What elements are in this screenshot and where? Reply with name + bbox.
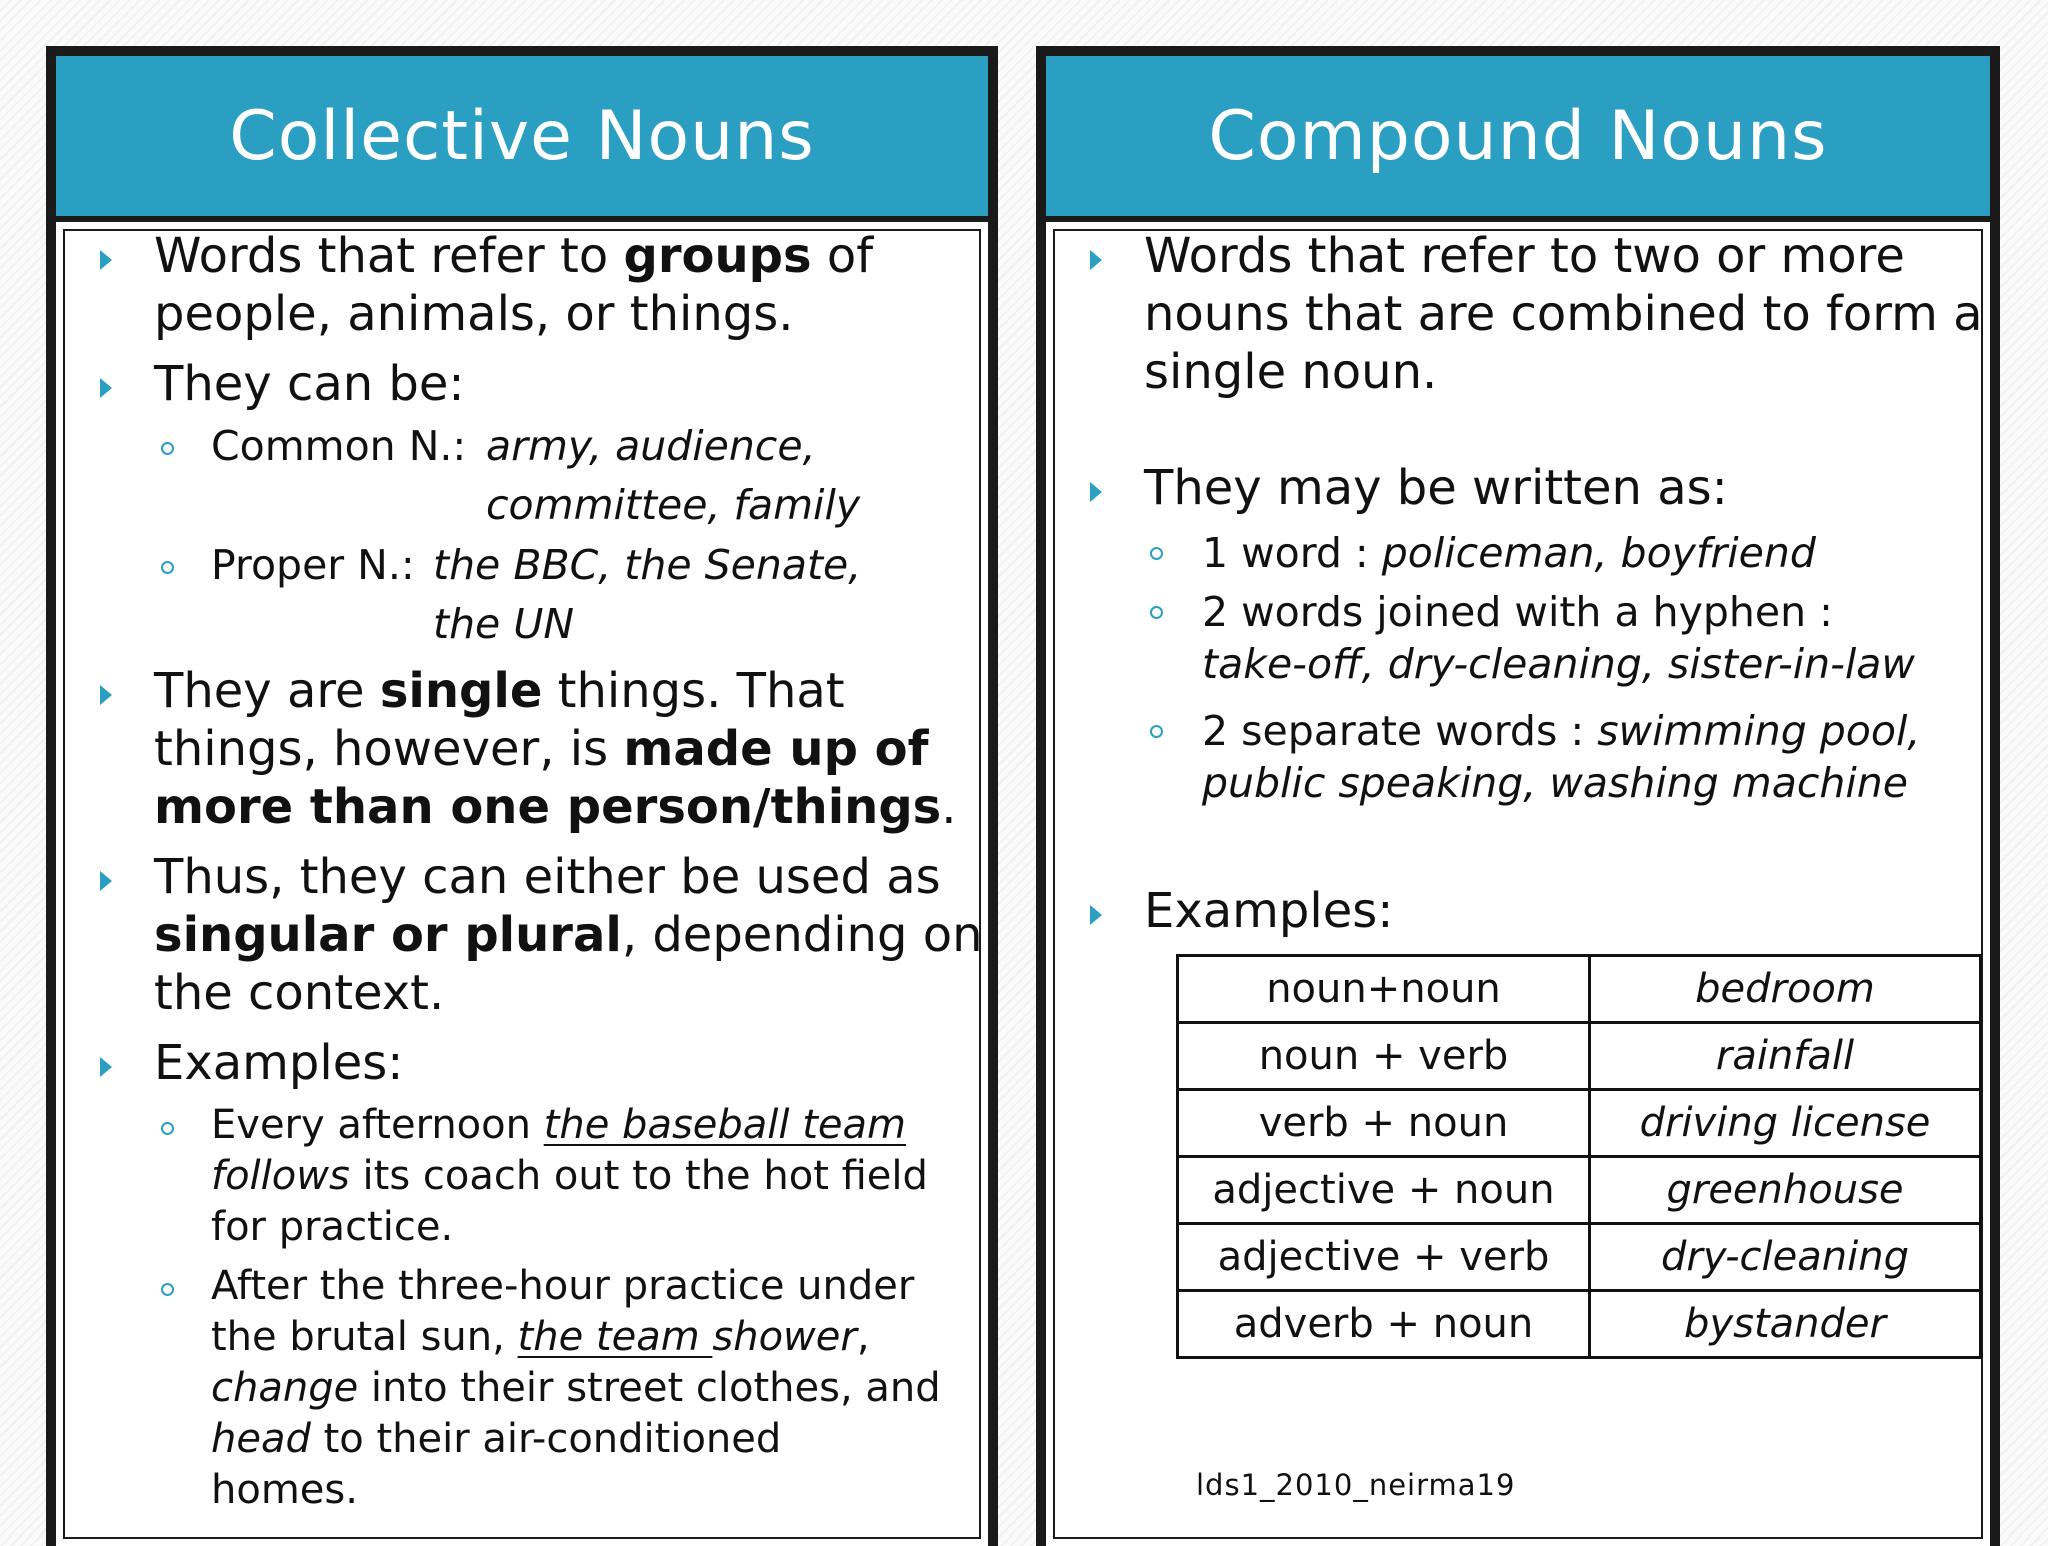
bullet-text: Words that refer to two or more [1144, 228, 1905, 284]
pattern-cell: adjective + noun [1178, 1157, 1590, 1224]
sentence-text: After the three-hour practice under [211, 1263, 915, 1309]
sentence-text: its coach out to the hot field [349, 1153, 928, 1199]
sentence-text: for practice. [211, 1204, 454, 1250]
example-cell: driving license [1590, 1090, 1981, 1157]
example-italic: committee, family [486, 481, 861, 529]
pattern-cell: noun+noun [1178, 956, 1590, 1023]
one-word-item [1202, 527, 1816, 579]
example-cell: greenhouse [1590, 1157, 1981, 1224]
definition-bold: groups [623, 228, 812, 284]
common-noun-examples [486, 420, 816, 472]
definition-bullet [154, 227, 873, 343]
sentence-verb: follows [211, 1153, 350, 1199]
sub-bullet-circle-icon [161, 561, 174, 574]
bullet-text: . [941, 779, 957, 835]
bullet-text: They are [154, 663, 380, 719]
author-credit: lds1_2010_neirma19 [1196, 1468, 1516, 1502]
sentence-text: to their air-conditioned [310, 1416, 782, 1462]
definition-text: people, animals, or things. [154, 286, 794, 342]
sentence-verb: shower [712, 1314, 857, 1360]
proper-noun-examples [433, 539, 861, 591]
bullet-text: , depending on [621, 907, 983, 963]
bullet-arrow-icon [100, 250, 112, 270]
hyphen-item [1202, 586, 1915, 690]
bullet-text: things, however, is [154, 721, 624, 777]
table-row [1178, 1224, 1981, 1291]
proper-noun-label: Proper N.: [211, 541, 415, 589]
bullet-arrow-icon [100, 685, 112, 705]
bullet-text: things. That [542, 663, 845, 719]
table-row [1178, 956, 1981, 1023]
bullet-text: single noun. [1144, 344, 1438, 400]
example-cell: dry-cleaning [1590, 1224, 1981, 1291]
bullet-text: Thus, they can either be used as [154, 849, 941, 905]
compound-examples-bullet: Examples: [1144, 883, 1394, 939]
collective-nouns-header [56, 56, 988, 216]
form-label: 2 words joined with a hyphen : [1202, 588, 1833, 636]
sub-bullet-circle-icon [1150, 606, 1163, 619]
example-sentence-1 [211, 1100, 928, 1253]
definition-text: of [811, 228, 874, 284]
bullet-arrow-icon [100, 378, 112, 398]
sentence-subject: the baseball team [543, 1102, 907, 1148]
example-italic: the UN [433, 600, 574, 648]
sentence-text: the brutal sun, [211, 1314, 518, 1360]
common-noun-label: Common N.: [211, 422, 467, 470]
bullet-arrow-icon [100, 1057, 112, 1077]
bullet-bold: single [379, 663, 543, 719]
bullet-arrow-icon [1090, 905, 1102, 925]
bullet-text: nouns that are combined to form a [1144, 286, 1983, 342]
sub-bullet-circle-icon [161, 442, 174, 455]
types-bullet: They can be: [154, 356, 465, 412]
example-italic: the BBC, the Senate, [433, 541, 862, 589]
collective-nouns-title: Collective Nouns [229, 96, 815, 176]
sentence-text: into their street clothes, and [358, 1365, 941, 1411]
sentence-verb: head [211, 1416, 311, 1462]
bullet-bold: made up of [623, 721, 929, 777]
compound-definition-bullet [1144, 227, 1983, 401]
form-examples: policeman, boyfriend [1381, 529, 1816, 577]
table-row [1178, 1157, 1981, 1224]
table-row [1178, 1291, 1981, 1358]
usage-bullet [154, 848, 983, 1022]
example-sentence-2 [211, 1261, 941, 1516]
sentence-text: Every afternoon [211, 1102, 544, 1148]
pattern-cell: verb + noun [1178, 1090, 1590, 1157]
bullet-arrow-icon [1090, 482, 1102, 502]
form-label: 1 word : [1202, 529, 1382, 577]
bullet-arrow-icon [100, 871, 112, 891]
sentence-verb: change [211, 1365, 359, 1411]
form-examples: swimming pool, [1597, 707, 1921, 755]
sub-bullet-circle-icon [1150, 547, 1163, 560]
sub-bullet-circle-icon [161, 1283, 174, 1296]
examples-bullet: Examples: [154, 1035, 404, 1091]
bullet-bold: singular or plural [154, 907, 622, 963]
example-cell: bedroom [1590, 956, 1981, 1023]
form-label: 2 separate words : [1202, 707, 1598, 755]
separate-words-item [1202, 705, 1920, 809]
example-cell: bystander [1590, 1291, 1981, 1358]
compound-examples-table [1176, 954, 1982, 1359]
sentence-text: homes. [211, 1467, 358, 1513]
bullet-text: the context. [154, 965, 445, 1021]
definition-text: Words that refer to [154, 228, 624, 284]
example-italic: army, audience, [486, 422, 816, 470]
bullet-arrow-icon [1090, 250, 1102, 270]
form-examples: take-off, dry-cleaning, sister-in-law [1202, 640, 1915, 688]
pattern-cell: adverb + noun [1178, 1291, 1590, 1358]
pattern-cell: adjective + verb [1178, 1224, 1590, 1291]
compound-nouns-header [1046, 56, 1990, 216]
pattern-cell: noun + verb [1178, 1023, 1590, 1090]
example-cell: rainfall [1590, 1023, 1981, 1090]
single-things-bullet [154, 662, 957, 836]
common-noun-examples-cont [486, 479, 860, 531]
compound-nouns-title: Compound Nouns [1208, 96, 1828, 176]
proper-noun-examples-cont [433, 598, 574, 650]
form-examples: public speaking, washing machine [1202, 759, 1908, 807]
sentence-subject: the team [517, 1314, 713, 1360]
table-row [1178, 1090, 1981, 1157]
sentence-text: , [856, 1314, 870, 1360]
sub-bullet-circle-icon [161, 1122, 174, 1135]
written-as-bullet: They may be written as: [1144, 460, 1728, 516]
table-row [1178, 1023, 1981, 1090]
bullet-bold: more than one person/things [154, 779, 942, 835]
sub-bullet-circle-icon [1150, 725, 1163, 738]
